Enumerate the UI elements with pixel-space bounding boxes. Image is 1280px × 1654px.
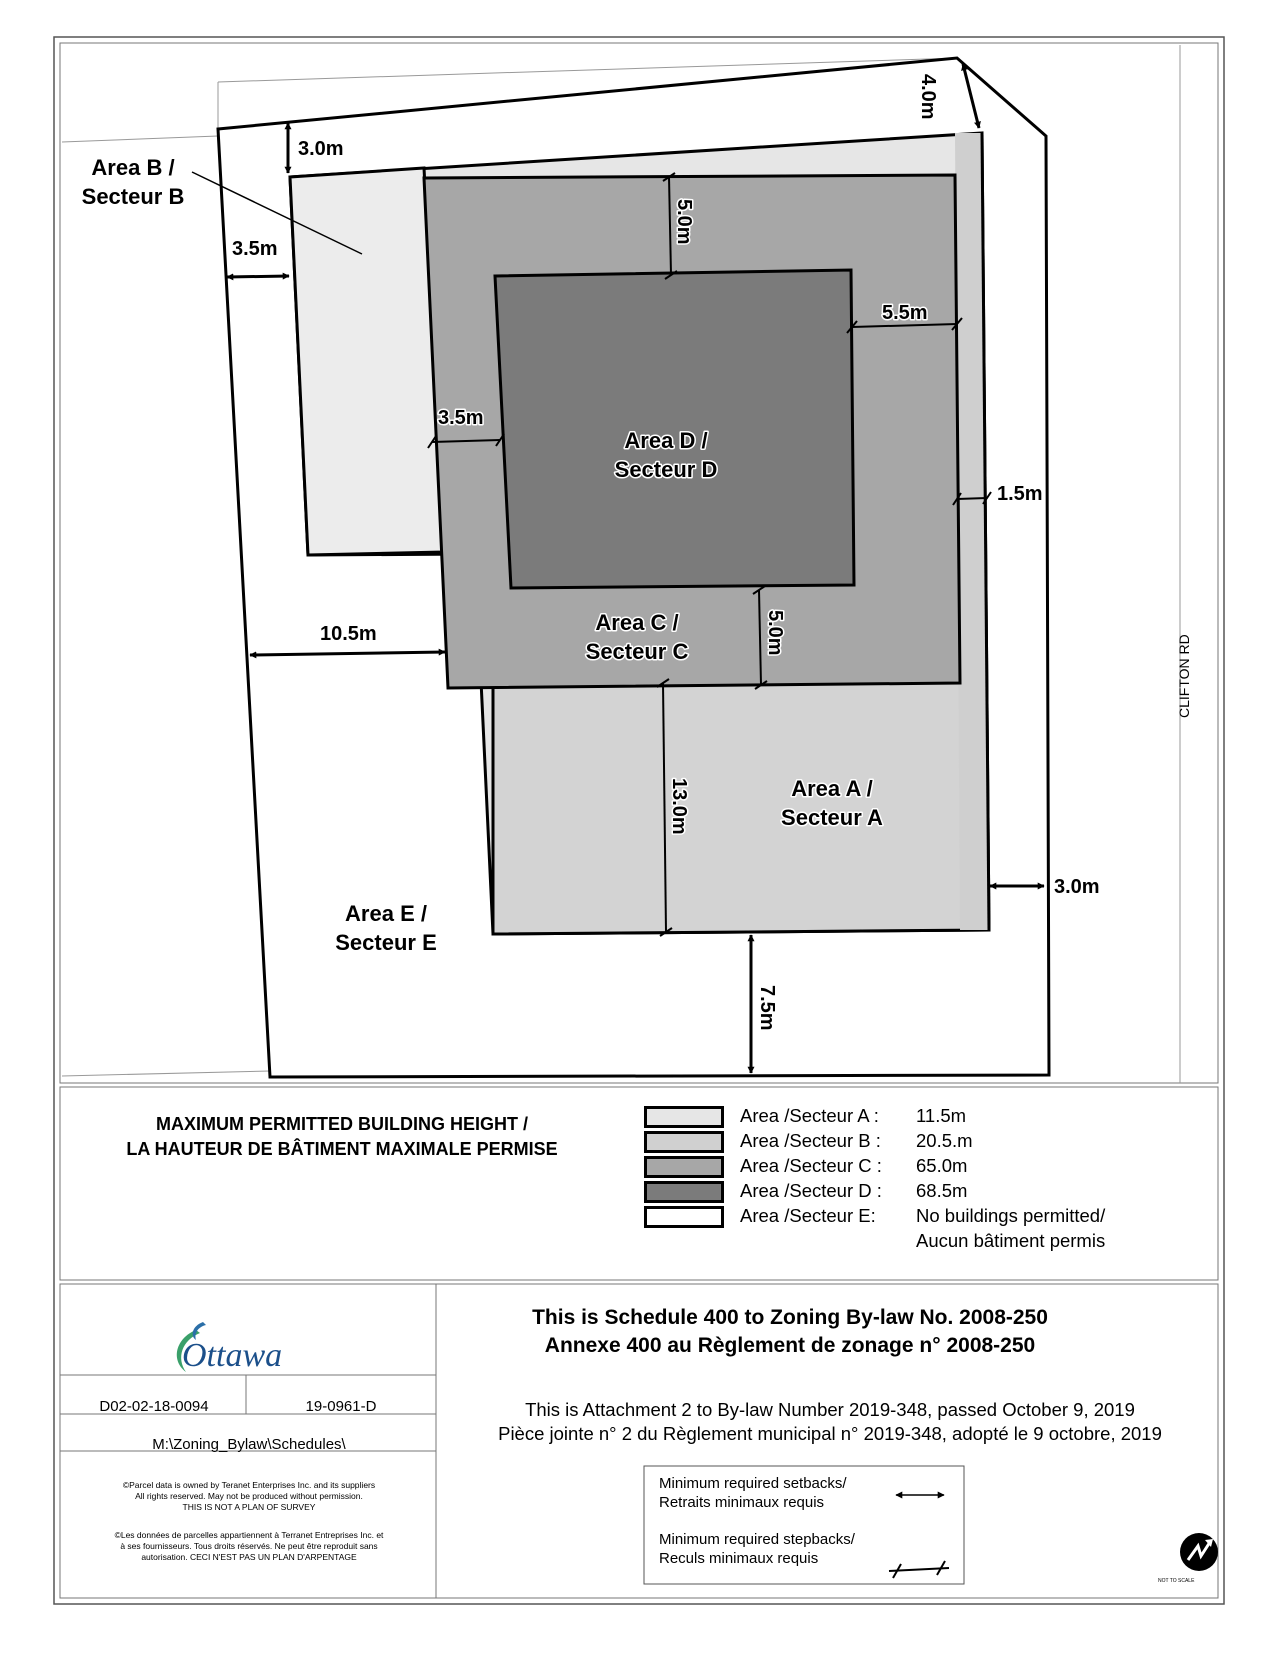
schedule-title-english: This is Schedule 400 to Zoning By-law No. 2008-250 [532,1306,1048,1329]
dim-label-c-left-3-5: 3.5m [438,407,484,429]
dim-label-c-bottom-5-0: 5.0m [764,610,786,656]
copyright-english [84,1480,414,1513]
street-label-clifton-rd: CLIFTON RD [1176,634,1192,718]
legend-value: 11.5m [916,1105,967,1126]
area-d-label-line2: Secteur D [614,457,718,482]
schedule-title-french: Annexe 400 au Règlement de zonage n° 2008-250 [544,1334,1036,1357]
dim-label-top-3-0: 3.0m [298,138,344,160]
area-b-label-line1: Area B / [91,155,175,180]
copyright-fr-line: ©Les données de parcelles appartiennent à Terranet Entreprises Inc. et [114,1530,384,1540]
area-c-label-line2: Secteur C [585,639,689,664]
copyright-fr-line: à ses fournisseurs. Tous droits réservés. Ne peut être reproduit sans [120,1541,378,1551]
area-a-label-line1: Area A / [791,776,873,801]
area-d-label-line1: Area D / [624,428,708,453]
dim-label-left-10-5: 10.5m [320,623,377,645]
legend-value: 68.5m [916,1180,968,1201]
ottawa-logo-text: Ottawa [182,1337,283,1374]
legend-swatch-area-c [644,1156,724,1178]
legend-swatch-area-e [644,1206,724,1228]
copyright-french [84,1530,414,1563]
area-b-shape [290,168,444,555]
map-reference: 19-0961-D [305,1398,377,1415]
legend-label: Area /Secteur C : [740,1155,882,1176]
attachment-english: This is Attachment 2 to By-law Number 2019-348, passed October 9, 2019 [525,1399,1135,1420]
legend-title-line1: MAXIMUM PERMITTED BUILDING HEIGHT / [156,1114,528,1134]
legend-label: Area /Secteur B : [740,1130,881,1151]
legend-swatch-area-b [644,1131,724,1153]
north-arrow-icon [1180,1533,1218,1571]
dim-label-a-13-0: 13.0m [668,778,690,835]
area-e-label-line2: Secteur E [335,930,437,955]
key-setbacks-label [659,1474,847,1512]
area-c-label-line1: Area C / [595,610,679,635]
key-stepbacks-line: Minimum required stepbacks/ [659,1531,855,1548]
stepback-line-right-1-5 [957,498,987,499]
file-reference: D02-02-18-0094 [99,1398,209,1415]
copyright-en-line: THIS IS NOT A PLAN OF SURVEY [182,1502,316,1512]
dim-label-right-3-0: 3.0m [1054,876,1100,898]
legend-value: No buildings permitted/ [916,1205,1106,1226]
copyright-en-line: ©Parcel data is owned by Teranet Enterprises Inc. and its suppliers [122,1480,376,1490]
legend-swatch-area-d [644,1181,724,1203]
area-e-label-line1: Area E / [345,901,427,926]
attachment-french: Pièce jointe n° 2 du Règlement municipal n° 2019-348, adopté le 9 octobre, 2019 [498,1423,1162,1444]
area-a-lower-shape [493,677,989,934]
legend-value: 20.5.m [916,1130,973,1151]
area-a-label-line2: Secteur A [781,805,883,830]
dim-label-bottom-7-5: 7.5m [756,985,778,1031]
legend-swatch-area-a [644,1106,724,1128]
schedule-path: M:\Zoning_Bylaw\Schedules\ [152,1436,346,1453]
copyright-fr-line: autorisation. CECI N'EST PAS UN PLAN D'ARPENTAGE [141,1552,357,1562]
dim-label-c-top-5-0: 5.0m [673,199,695,245]
ottawa-logo [177,1322,282,1374]
not-to-scale-label: NOT TO SCALE [1158,1578,1195,1584]
key-setbacks-line: Minimum required setbacks/ [659,1475,847,1492]
dim-label-right-1-5: 1.5m [997,483,1043,505]
dim-label-left-3-5: 3.5m [232,238,278,260]
legend-value-line2: Aucun bâtiment permis [916,1230,1106,1251]
dim-label-d-right-5-5: 5.5m [882,302,928,324]
legend-label: Area /Secteur A : [740,1105,879,1126]
legend-label: Area /Secteur D : [740,1180,882,1201]
copyright-en-line: All rights reserved. May not be produced without permission. [135,1491,363,1501]
legend-value: 65.0m [916,1155,968,1176]
key-stepbacks-line: Reculs minimaux requis [659,1550,819,1567]
legend-label: Area /Secteur E: [740,1205,876,1226]
setback-arrow-left-3-5 [227,276,289,277]
key-setbacks-line: Retraits minimaux requis [659,1494,825,1511]
dim-label-top-4-0: 4.0m [917,74,939,120]
area-b-label-line2: Secteur B [81,184,185,209]
key-stepbacks-label [659,1530,855,1568]
legend-title [62,1112,622,1162]
legend-title-line2: LA HAUTEUR DE BÂTIMENT MAXIMALE PERMISE [126,1139,558,1159]
